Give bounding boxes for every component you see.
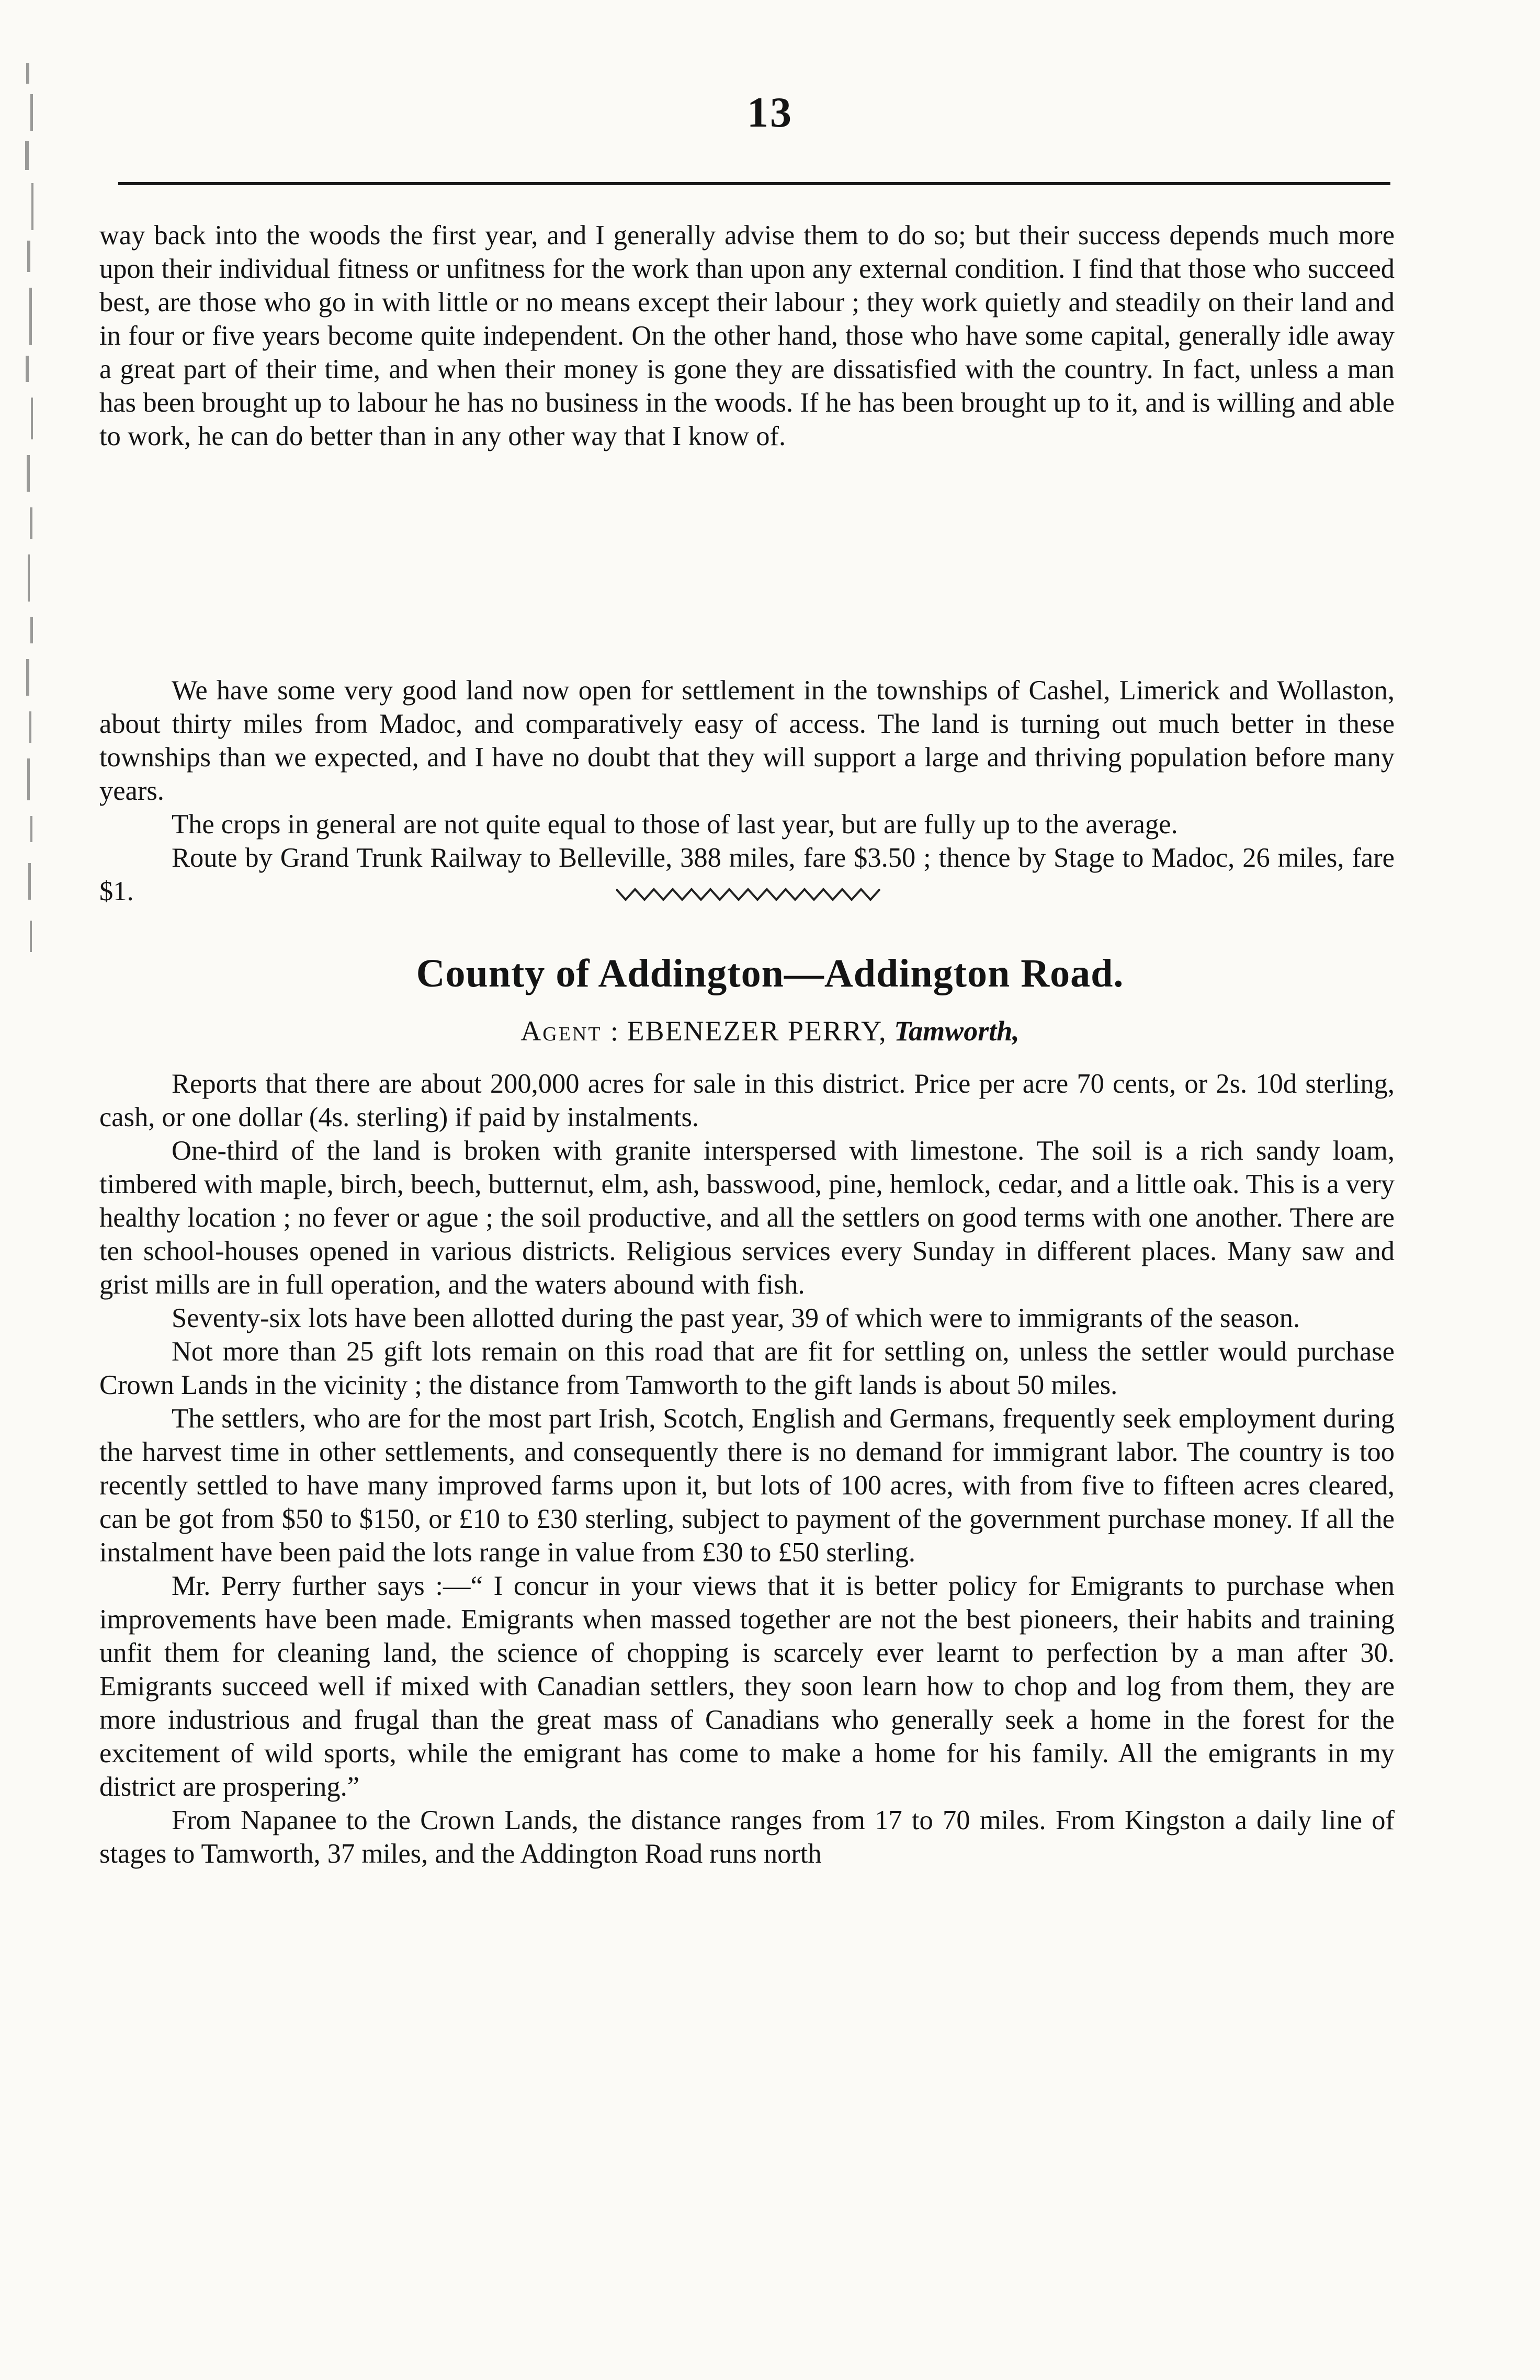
wavy-divider	[616, 884, 882, 905]
paragraph-gift-lots: Not more than 25 gift lots remain on this road that are fit for settling on, unless the settler would purchase Crown Lands in the vicinity ; the distance from Tamworth to the gift lands is about 50 miles.	[99, 1336, 1395, 1400]
agent-label: Agent :	[520, 1015, 620, 1047]
paragraph-new-land: We have some very good land now open for settlement in the townships of Cashel, Limerick and Wollaston, about thirty miles from Madoc, and comparatively easy of access. The land is turning out much better in these townships than we expected, and I have no doubt that they will support a large and thriving population before many years.	[99, 675, 1395, 806]
madoc-text-block	[99, 674, 1395, 908]
agent-name: EBENEZER PERRY,	[627, 1015, 887, 1047]
paragraph-route-napanee: From Napanee to the Crown Lands, the distance ranges from 17 to 70 miles. From Kingston a daily line of stages to Tamworth, 37 miles, and the Addington Road runs north	[99, 1805, 1395, 1869]
paragraph-soil-and-timber: One-third of the land is broken with granite interspersed with limestone. The soil is a rich sandy loam, timbered with maple, birch, beech, butternut, elm, ash, basswood, pine, hemlock, cedar, and a little oak. This is a very healthy location ; no fever or ague ; the soil productive, and all the settlers on good terms with one another. There are ten school-houses opened in various districts. Religious services every Sunday in different places. Many saw and grist mills are in full operation, and the waters abound with fish.	[99, 1136, 1395, 1300]
paragraph-perry-quote: Mr. Perry further says :—“ I concur in your views that it is better policy for Emigrants to purchase when improvements have been made. Emigrants when massed together are not the best pioneers, their habits and training unfit them for cleaning land, the science of chopping is scarcely ever learnt to perfection by a man after 30. Emigrants succeed well if mixed with Canadian settlers, they soon learn how to chop and log from them, they are more industrious and frugal than the great mass of Canadians who generally seek a home in the forest for the excitement of wild sports, while the emigrant has come to make a home for his family. All the emigrants in my district are prospering.”	[99, 1571, 1395, 1802]
intro-paragraph: way back into the woods the first year, and I generally advise them to do so; but their success depends much more upon their individual fitness or unfitness for the work than upon any external condition. I find that those who succeed best, are those who go in with little or no means except their labour ; they work quietly and steadily on their land and in four or five years become quite independent. On the other hand, those who have some capital, generally idle away a great part of their time, and when their money is gone they are dissatisfied with the country. In fact, unless a man has been brought up to labour he has no business in the woods. If he has been brought up to it, and is willing and able to work, he can do better than in any other way that I know of.	[99, 220, 1395, 451]
paragraph-settlers: The settlers, who are for the most part Irish, Scotch, English and Germans, frequently seek employment during the harvest time in other settlements, and consequently there is no demand for immigrant labor. The country is too recently settled to have many improved farms upon it, but lots of 100 acres, with from five to fifteen acres cleared, can be got from $50 to $150, or £10 to £30 sterling, subject to payment of the government purchase money. If all the instalment have been paid the lots range in value from £30 to £50 sterling.	[99, 1403, 1395, 1568]
paragraph-route: Route by Grand Trunk Railway to Belleville, 388 miles, fare $3.50 ; thence by Stage to Madoc, 26 miles, fare $1.	[99, 843, 1395, 906]
paragraph-acres-for-sale: Reports that there are about 200,000 acres for sale in this district. Price per acre 70 cents, or 2s. 10d sterling, cash, or one dollar (4s. sterling) if paid by instalments.	[99, 1069, 1395, 1132]
section-heading: County of Addington—Addington Road.	[416, 951, 1124, 995]
agent-line	[0, 1015, 1540, 1047]
page-number: 13	[747, 88, 793, 136]
agent-town: Tamworth,	[894, 1015, 1020, 1047]
margin-speckle	[21, 63, 42, 983]
paragraph-crops: The crops in general are not quite equal to those of last year, but are fully up to the average.	[172, 809, 1178, 840]
addington-text-block	[99, 1067, 1395, 1871]
paragraph-lots-allotted: Seventy-six lots have been allotted during the past year, 39 of which were to immigrants of the season.	[172, 1303, 1300, 1333]
header-rule	[118, 182, 1390, 185]
intro-text-block	[99, 219, 1395, 453]
